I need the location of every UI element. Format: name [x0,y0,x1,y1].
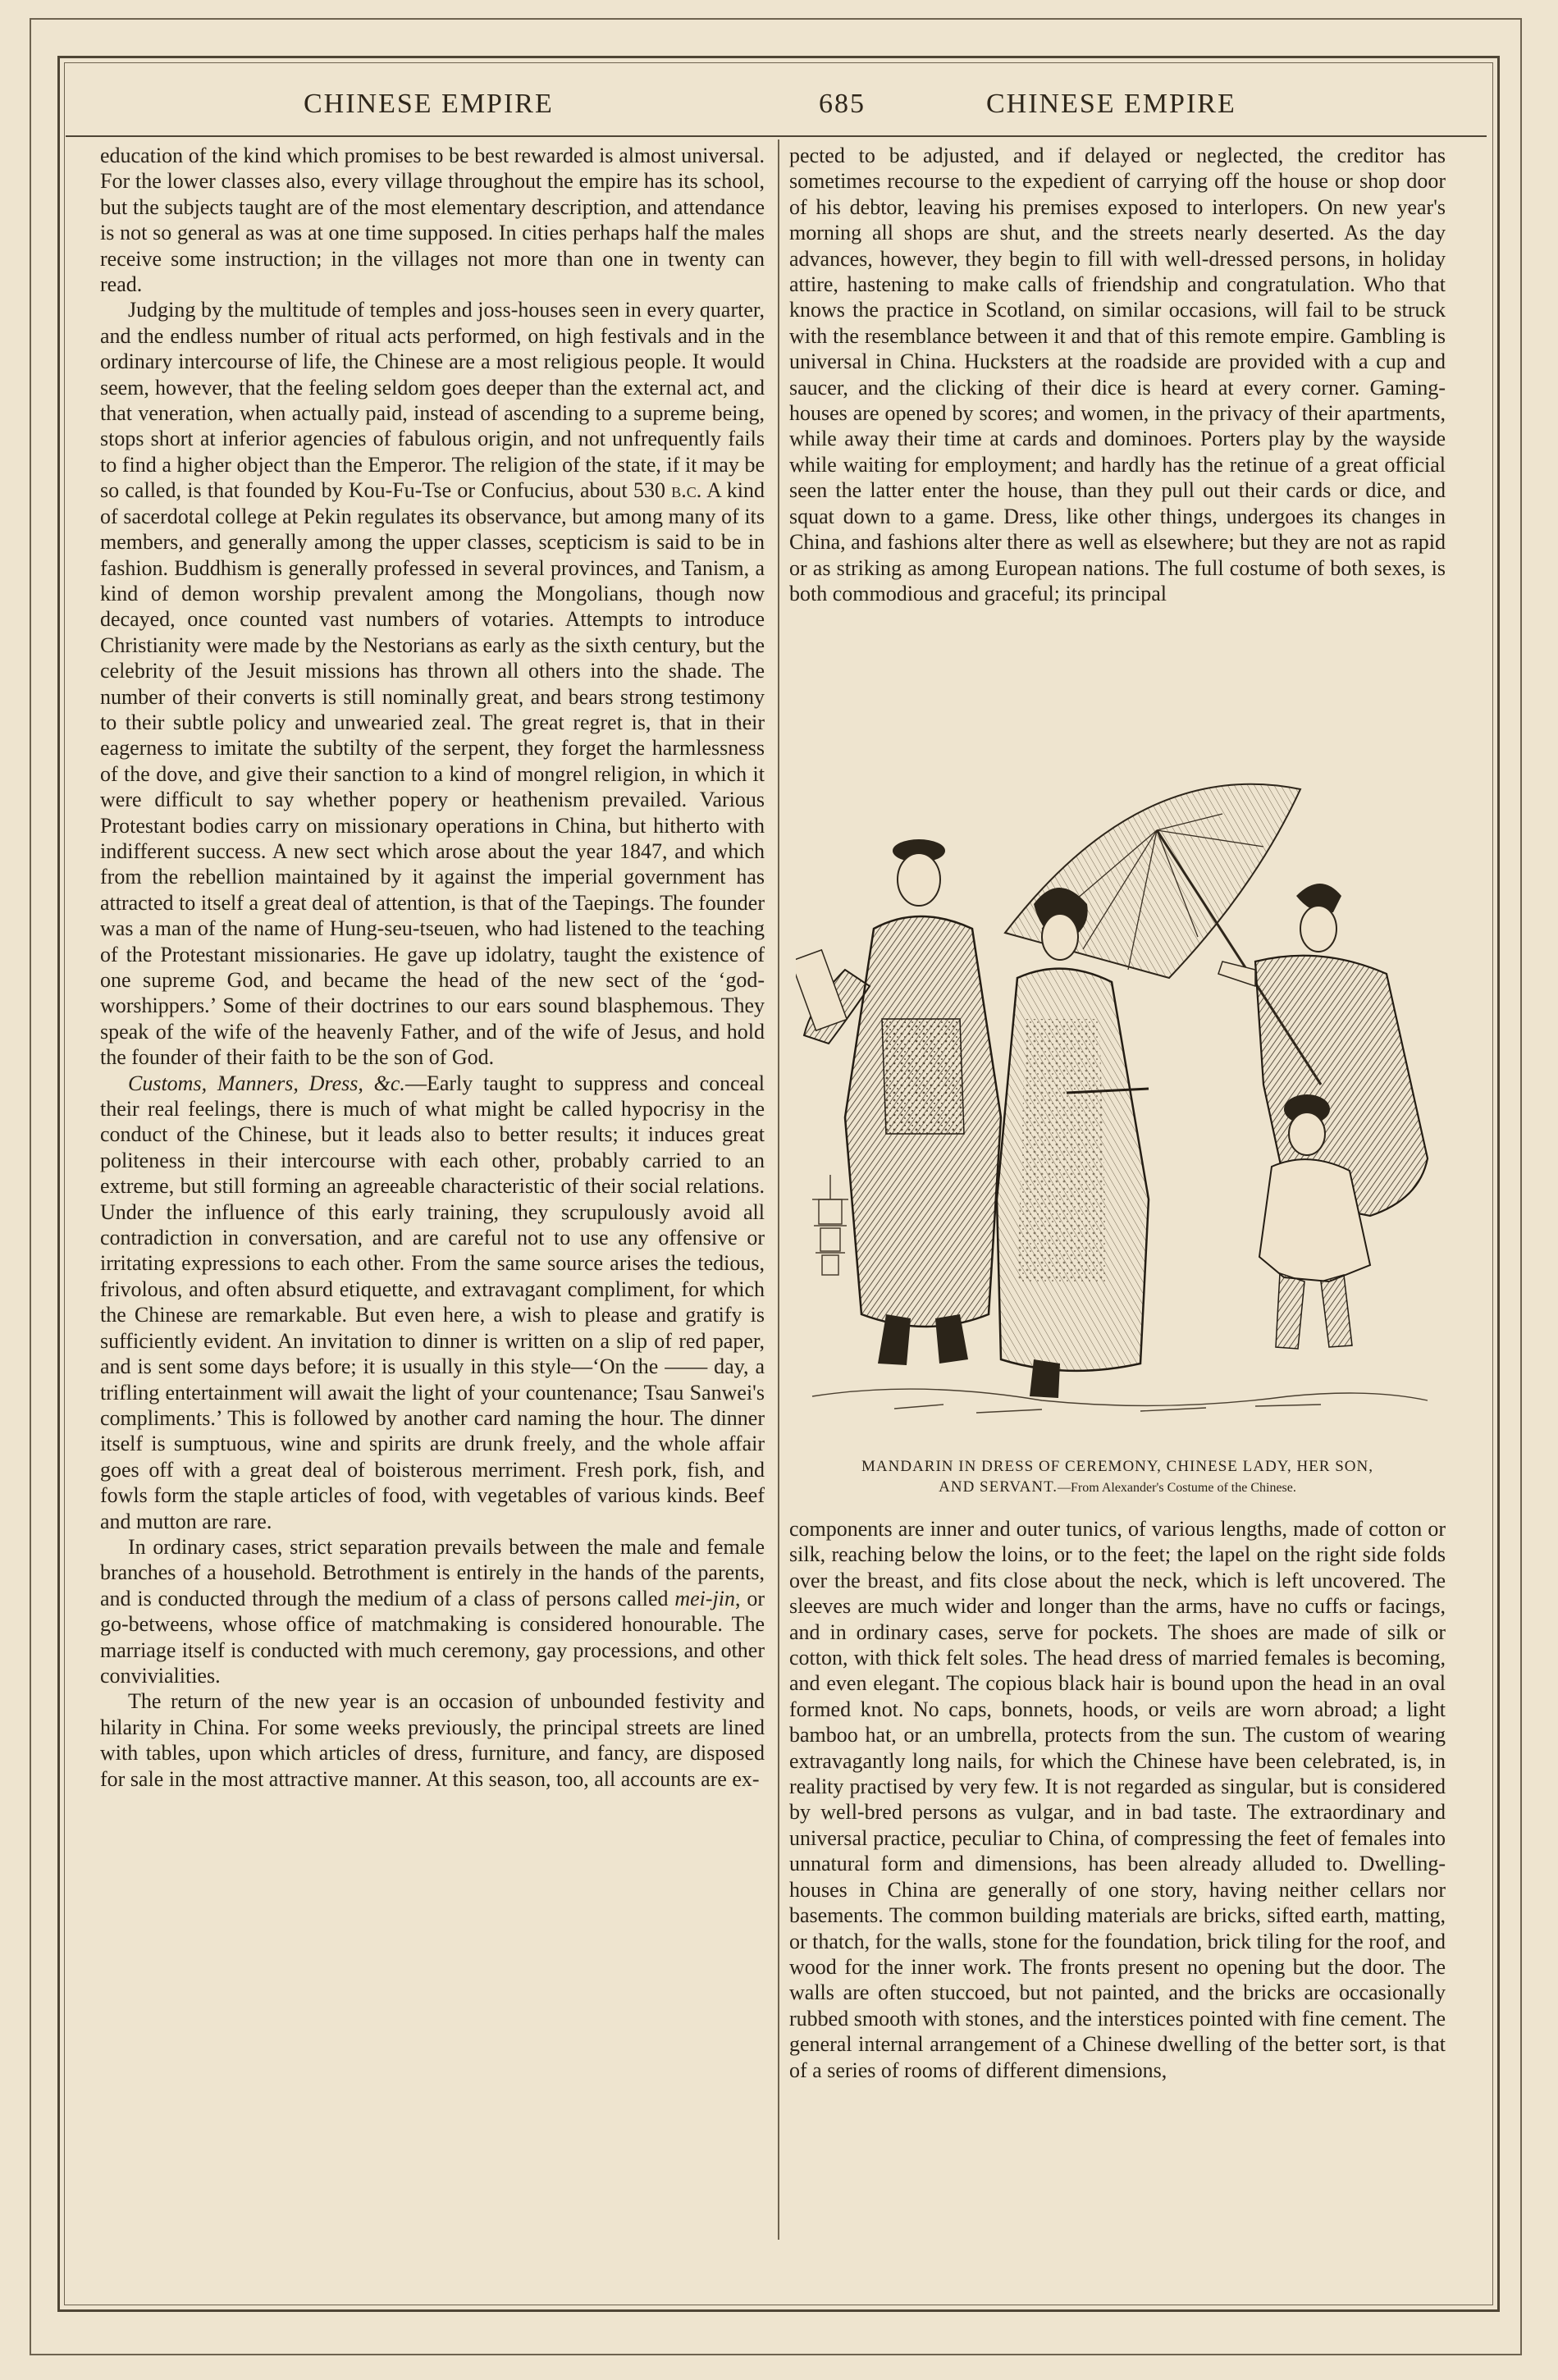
engraving-drawing [796,773,1437,1442]
paragraph-continued: pected to be adjusted, and if delayed or neglected, the creditor has sometimes recourse to the expedient of carrying off the house or shop door of his debtor, leaving his premises exposed to interlopers. On new year's morning all shops are shut, and the streets nearly deserted. As the day advances, however, they begin to fill with well-dressed persons, in holiday attire, hastening to make calls of friendship and congratulation. Who that knows the practice in Scotland, on similar occasions, will fail to be struck with the resemblance between it and that of this remote empire. Gambling is universal in China. Hucksters at the roadside are provided with a cup and saucer, and the clicking of their dice is heard at every corner. Gaming-houses are opened by scores; and women, in the privacy of their apartments, while away their time at cards and dominoes. Porters play by the wayside while waiting for employment; and hardly has the retinue of a great official seen the latter enter the house, than they pull out their cards or dice, and squat down to a game. Dress, like other things, undergoes its changes in China, and fashions alter there as well as elsewhere; but they are not as rapid or as striking as among European nations. The full costume of both sexes, is both commodious and graceful; its principal [789,144,1446,605]
running-header [66,89,1487,138]
left-column [100,143,765,1792]
header-rule [66,135,1487,137]
paragraph-customs [100,1071,765,1534]
paragraph-marriage [100,1534,765,1688]
page-number: 685 [819,89,866,119]
text-fragment: Judging by the multitude of temples and joss-houses seen in every quarter, and the endless number of ritual acts performed, on high festivals and in the ordinary intercourse of life, the Chinese are a most religious people. It would seem, however, that the feeling seldom goes deeper than the external act, and that veneration, when actually paid, instead of ascending to a supreme being, stops short at inferior agencies of fabulous origin, and not unfrequently fails to find a higher object than the Emperor. The religion of the state, if it may be so called, is that founded by Kou-Fu-Tse or Confucius, about 530 [100,298,765,503]
ground-shading [812,1389,1428,1413]
mandarin-figure [796,839,1001,1365]
engraving-illustration [796,773,1437,1442]
distant-pagoda [812,1175,848,1275]
caption-source: —From Alexander's Costume of the Chinese. [1058,1481,1296,1495]
right-column-top [789,143,1446,606]
caption-text: AND SERVANT. [939,1478,1058,1496]
column-divider [778,139,779,2240]
italic-term: mei-jin [674,1586,736,1610]
running-title-right: CHINESE EMPIRE [986,89,1236,119]
era-abbreviation: b.c. [671,478,702,503]
section-heading: Customs, Manners, Dress, &c. [128,1071,405,1095]
text-fragment: , or go-betweens, whose office of matchmaking is considered honourable. The marriage itself is conducted with much ceremony, gay processions, and other convivialities. [100,1586,765,1688]
right-column-bottom [789,1516,1446,2083]
figure-caption [789,1456,1446,1498]
text-fragment: —Early taught to suppress and conceal their real feelings, there is much of what might be called hypocrisy in the conduct of the Chinese, but it leads also to better results; it induces great politeness in their intercourse with each other, probably carried to an extreme, but still forming an agreeable characteristic of their social relations. Under the influence of this early training, they scrupulously avoid all contradiction in conversation, and are careful not to use any offensive or irritating expressions to each other. From the same source arises the tedious, frivolous, and often absurd etiquette, and extravagant compliment, for which the Chinese are remarkable. But even here, a wish to please and gratify is sufficiently evident. An invitation to dinner is written on a slip of red paper, and is sent some days before; it is usually in this style—‘On the —— day, a trifling entertainment will await the light of your countenance; Tsau Sanwei's compliments.’ This is followed by another card naming the hour. The dinner itself is sumptuous, wine and spirits are drunk freely, and the whole affair goes off with a great deal of boisterous merriment. Fresh pork, fish, and fowls form the staple articles of food, with vegetables of various kinds. Beef and mutton are rare. [100,1071,765,1533]
paragraph-religion [100,297,765,1070]
paragraph-dress-dwellings: components are inner and outer tunics, of various lengths, made of cotton or silk, reaching below the loins, or to the feet; the lapel on the right side folds over the breast, and fits close about the neck, which is left uncovered. The sleeves are much wider and longer than the arms, have no cuffs or facings, and in ordinary cases, serve for pockets. The shoes are made of silk or cotton, with thick felt soles. The head dress of married females is becoming, and even elegant. The copious black hair is bound upon the head in an oval formed knot. No caps, bonnets, hoods, or veils are worn abroad; a light bamboo hat, or an umbrella, protects from the sun. The custom of wearing extravagantly long nails, for which the Chinese have been celebrated, is, in reality practised by very few. It is not regarded as singular, but is considered by well-bred persons as vulgar, and in bad taste. The extraordinary and universal practice, peculiar to China, of compressing the feet of females into unnatural form and dimensions, has been already alluded to. Dwelling-houses in China are generally of one story, having neither cellars nor basements. The common building materials are bricks, sifted earth, matting, or thatch, for the walls, stone for the foundation, brick tiling for the roof, and wood for the inner work. The fronts present no opening but the door. The walls are often stuccoed, but not painted, and the bricks are occasionally rubbed smooth with stones, and the interstices pointed with fine cement. The general internal arrangement of a Chinese dwelling of the better sort, is that of a series of rooms of different dimensions, [789,1517,1446,2082]
running-title-left: CHINESE EMPIRE [304,89,554,119]
caption-line [789,1477,1446,1498]
paragraph-education: education of the kind which promises to be best rewarded is almost universal. For the lower classes also, every village throughout the empire has its school, but the subjects taught are of the most elementary description, and attendance is not so general as was at one time supposed. In cities perhaps half the males receive some instruction; in the villages not more than one in twenty can read. [100,144,765,297]
text-fragment: A kind of sacerdotal college at Pekin regulates its observance, but among many of its members, and generally among the upper classes, scepticism is said to be in fashion. Buddhism is generally professed in several provinces, and Tanism, a kind of demon worship prevalent among the Mongolians, though now decayed, once counted vast numbers of votaries. Attempts to introduce Christianity were made by the Nestorians as early as the sixth century, but the celebrity of the Jesuit missions has thrown all others into the shade. The number of their converts is still nominally great, and bears strong testimony to their subtle policy and unwearied zeal. The great regret is, that in their eagerness to imitate the subtilty of the serpent, they forget the harmlessness of the dove, and give their sanction to a kind of mongrel religion, in which it were difficult to say whether popery or heathenism prevailed. Various Protestant bodies carry on missionary operations in China, but hitherto with indifferent success. A new sect which arose about the year 1847, and which from the rebellion maintained by it against the imperial government has attracted to itself a great deal of attention, is that of the Taepings. The founder was a man of the name of Hung-seu-tseuen, who had listened to the teaching of the Protestant missionaries. He gave up idolatry, taught the existence of one supreme God, and became the head of the new sect of the ‘god-worshippers.’ Some of their doctrines to our ears sound blasphemous. They speak of the wife of the heavenly Father, and of the wife of Jesus, and hold the founder of their faith to be the son of God. [100,478,765,1070]
paragraph-new-year: The return of the new year is an occasion of unbounded festivity and hilarity in China. For some weeks previously, the principal streets are lined with tables, upon which articles of dress, furniture, and fancy, are disposed for sale in the most attractive manner. At this season, too, all accounts are ex- [100,1689,765,1791]
text-fragment: In ordinary cases, strict separation prevails between the male and female branches of a household. Betrothment is entirely in the hands of the parents, and is conducted through the medium of a class of persons called [100,1534,765,1610]
caption-line: MANDARIN IN DRESS OF CEREMONY, CHINESE LADY, HER SON, [861,1458,1373,1475]
